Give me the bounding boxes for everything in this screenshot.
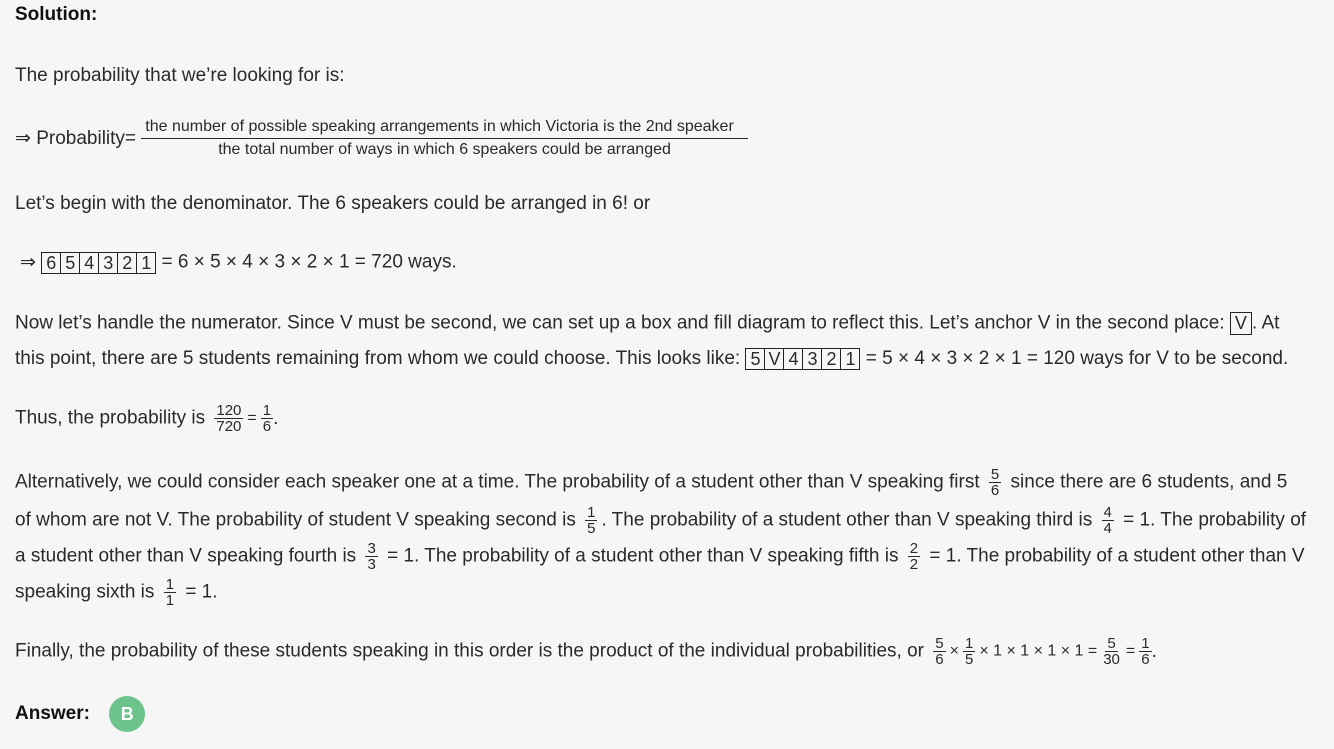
frac-den: 6 [1141,651,1150,668]
alt-text: since there are 6 students, and 5 [1010,471,1288,493]
fraction [214,403,243,434]
final-text: Finally, the probability of these students speaking in this order is the product of the individual probabilities, or [15,640,924,662]
anchor-v-box: V [1230,312,1252,335]
prob-prefix: ⇒ Probability= [15,128,137,149]
fraction [261,403,273,434]
alt-text: = 1. The probability of a student other than V [929,545,1305,567]
period: . [1151,640,1157,662]
frac-num: 2 [909,540,919,557]
alt-text: = 1. The probability of a student other than V speaking fifth is [387,545,899,567]
equation-120: = 5 × 4 × 3 × 2 × 1 = 120 ways for V to be second. [865,348,1289,369]
box-slot: 6 [42,253,61,273]
frac-den: 4 [1103,520,1112,537]
box-slot: 1 [141,252,152,273]
frac-num: 5 [935,635,944,652]
frac-den: 6 [262,418,272,435]
alt-text: of whom are not V. The probability of student V speaking second is [15,509,576,531]
fraction [1102,505,1114,536]
frac-num: 1 [587,504,596,521]
frac-num: 1 [1141,635,1150,652]
box-slot: 5 [746,349,765,369]
alt-text: a student other than V speaking fourth is [15,545,357,567]
final-line [15,636,1157,667]
fraction [908,541,920,572]
frac-den: 3 [367,556,376,573]
fraction [963,636,975,667]
equals: = [247,409,257,427]
thus-text: Thus, the probability is [15,407,206,429]
equation-720: = 6 × 5 × 4 × 3 × 2 × 1 = 720 ways. [161,251,457,273]
implies-arrow: ⇒ [20,252,36,273]
fraction [164,577,176,608]
prob-denominator: the total number of ways in which 6 speakers could be arranged [218,141,671,158]
alt-text: = 1. The probability of [1123,509,1307,531]
frac-den: 5 [964,651,974,668]
fraction [365,541,377,572]
solution-label: Solution: [15,4,98,25]
fraction [989,467,1001,498]
frac-num: 120 [216,402,242,419]
alt-line-1 [15,467,1287,498]
box-diagram-total [41,252,156,274]
box-slot: 2 [118,253,137,273]
numerator-line-1 [15,312,1279,335]
frac-num: 5 [990,466,1000,483]
arrangement-line [20,251,457,274]
box-slot: 3 [99,253,118,273]
period: . [273,407,279,429]
fraction [585,505,597,536]
box-slot: 5 [61,253,80,273]
thus-line [15,403,278,434]
frac-num: 5 [1107,635,1116,652]
frac-den: 1 [165,592,175,609]
frac-den: 2 [909,556,919,573]
numerator-at: . At [1251,312,1280,334]
frac-num: 1 [262,402,272,419]
times: × [949,642,959,660]
product: × 1 × 1 × 1 × 1 = [979,642,1098,660]
fraction [1139,636,1151,667]
answer-badge: B [109,696,145,732]
equals: = [1125,642,1136,660]
alt-line-4 [15,577,218,608]
frac-num: 1 [964,635,974,652]
box-slot: 4 [784,349,803,369]
alt-line-3 [15,541,1305,572]
frac-num: 4 [1103,504,1112,521]
answer-row [15,696,145,732]
prob-numerator: the number of possible speaking arrangements in which Victoria is the 2nd speaker [141,116,747,139]
fraction [1101,636,1122,667]
alt-text: Alternatively, we could consider each speaker one at a time. The probability of a student other than V speaking first [15,471,980,493]
probability-definition [15,116,748,161]
frac-num: 1 [165,576,175,593]
alt-text: . The probability of a student other than V speaking third is [601,509,1093,531]
box-slot: 1 [845,349,856,369]
prob-fraction [141,116,747,161]
intro-text: The probability that we’re looking for is: [15,65,345,86]
frac-den: 30 [1103,651,1120,668]
frac-den: 6 [935,651,944,668]
answer-label: Answer: [15,703,90,724]
frac-den: 720 [216,418,242,435]
numerator-line-2 [15,348,1288,370]
denominator-text: Let’s begin with the denominator. The 6 speakers could be arranged in 6! or [15,193,651,214]
numerator-text: Now let’s handle the numerator. Since V must be second, we can set up a box and fill diagram to reflect this. Let’s anchor V in the second place: [15,312,1225,334]
fraction [933,636,945,667]
box-slot: 2 [822,349,841,369]
numerator-text-2: this point, there are 5 students remaining from whom we could choose. This looks like: [15,348,741,369]
frac-den: 5 [587,520,596,537]
frac-den: 6 [990,482,1000,499]
alt-line-2 [15,505,1306,536]
box-slot: 3 [803,349,822,369]
alt-text: speaking sixth is [15,581,155,603]
box-slot: 4 [80,253,99,273]
alt-text: = 1. [185,581,218,603]
box-slot: V [765,349,784,369]
box-diagram-v-second [745,348,860,370]
frac-num: 3 [367,540,376,557]
